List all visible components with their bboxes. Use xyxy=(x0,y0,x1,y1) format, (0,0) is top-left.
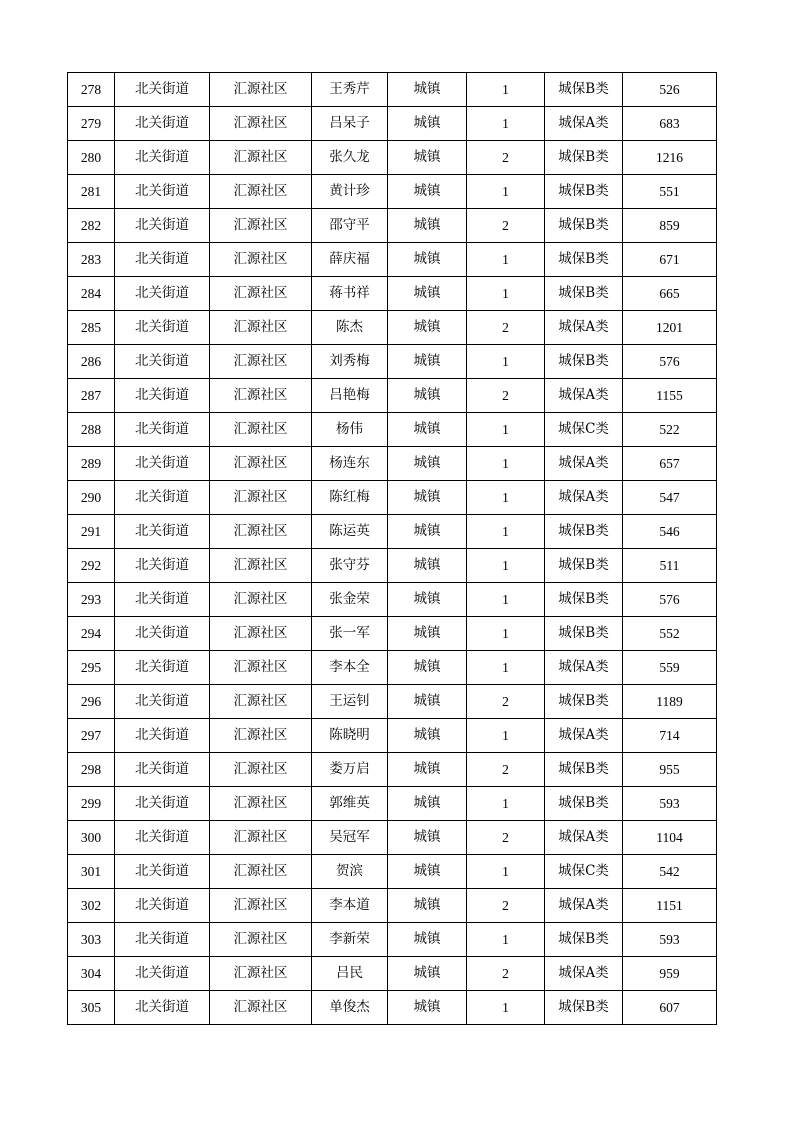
household-type-cell: 城镇 xyxy=(388,549,467,583)
serial-number-cell: 293 xyxy=(68,583,115,617)
table-row xyxy=(68,923,717,957)
serial-number-cell: 305 xyxy=(68,991,115,1025)
insurance-category-cell: 城保A类 xyxy=(545,481,623,515)
serial-number-cell: 296 xyxy=(68,685,115,719)
household-size-cell: 2 xyxy=(467,957,545,991)
community-cell: 汇源社区 xyxy=(210,209,312,243)
insurance-category-cell: 城保B类 xyxy=(545,73,623,107)
street-cell: 北关街道 xyxy=(115,243,210,277)
amount-cell: 576 xyxy=(623,583,717,617)
serial-number-cell: 304 xyxy=(68,957,115,991)
street-cell: 北关街道 xyxy=(115,413,210,447)
name-cell: 李本全 xyxy=(312,651,388,685)
name-cell: 李新荣 xyxy=(312,923,388,957)
amount-cell: 665 xyxy=(623,277,717,311)
table-row xyxy=(68,379,717,413)
household-size-cell: 1 xyxy=(467,549,545,583)
insurance-category-cell: 城保A类 xyxy=(545,889,623,923)
street-cell: 北关街道 xyxy=(115,73,210,107)
household-size-cell: 1 xyxy=(467,855,545,889)
serial-number-cell: 281 xyxy=(68,175,115,209)
street-cell: 北关街道 xyxy=(115,855,210,889)
household-type-cell: 城镇 xyxy=(388,73,467,107)
community-cell: 汇源社区 xyxy=(210,447,312,481)
serial-number-cell: 297 xyxy=(68,719,115,753)
household-type-cell: 城镇 xyxy=(388,855,467,889)
household-size-cell: 2 xyxy=(467,685,545,719)
household-type-cell: 城镇 xyxy=(388,583,467,617)
household-type-cell: 城镇 xyxy=(388,379,467,413)
street-cell: 北关街道 xyxy=(115,209,210,243)
street-cell: 北关街道 xyxy=(115,379,210,413)
community-cell: 汇源社区 xyxy=(210,73,312,107)
amount-cell: 1216 xyxy=(623,141,717,175)
community-cell: 汇源社区 xyxy=(210,107,312,141)
amount-cell: 593 xyxy=(623,923,717,957)
street-cell: 北关街道 xyxy=(115,753,210,787)
table-row xyxy=(68,311,717,345)
amount-cell: 955 xyxy=(623,753,717,787)
name-cell: 黄计珍 xyxy=(312,175,388,209)
insurance-category-cell: 城保A类 xyxy=(545,379,623,413)
amount-cell: 1104 xyxy=(623,821,717,855)
insurance-category-cell: 城保C类 xyxy=(545,413,623,447)
community-cell: 汇源社区 xyxy=(210,379,312,413)
community-cell: 汇源社区 xyxy=(210,481,312,515)
name-cell: 李本道 xyxy=(312,889,388,923)
community-cell: 汇源社区 xyxy=(210,855,312,889)
amount-cell: 593 xyxy=(623,787,717,821)
serial-number-cell: 299 xyxy=(68,787,115,821)
amount-cell: 552 xyxy=(623,617,717,651)
household-size-cell: 1 xyxy=(467,277,545,311)
serial-number-cell: 295 xyxy=(68,651,115,685)
serial-number-cell: 294 xyxy=(68,617,115,651)
amount-cell: 959 xyxy=(623,957,717,991)
table-row xyxy=(68,413,717,447)
serial-number-cell: 285 xyxy=(68,311,115,345)
community-cell: 汇源社区 xyxy=(210,957,312,991)
serial-number-cell: 289 xyxy=(68,447,115,481)
name-cell: 陈晓明 xyxy=(312,719,388,753)
serial-number-cell: 303 xyxy=(68,923,115,957)
table-row xyxy=(68,821,717,855)
street-cell: 北关街道 xyxy=(115,175,210,209)
community-cell: 汇源社区 xyxy=(210,821,312,855)
insurance-category-cell: 城保B类 xyxy=(545,753,623,787)
household-size-cell: 2 xyxy=(467,311,545,345)
street-cell: 北关街道 xyxy=(115,685,210,719)
serial-number-cell: 298 xyxy=(68,753,115,787)
insurance-category-cell: 城保B类 xyxy=(545,583,623,617)
street-cell: 北关街道 xyxy=(115,991,210,1025)
community-cell: 汇源社区 xyxy=(210,311,312,345)
street-cell: 北关街道 xyxy=(115,549,210,583)
street-cell: 北关街道 xyxy=(115,277,210,311)
serial-number-cell: 282 xyxy=(68,209,115,243)
serial-number-cell: 283 xyxy=(68,243,115,277)
insurance-category-cell: 城保A类 xyxy=(545,311,623,345)
insurance-category-cell: 城保A类 xyxy=(545,107,623,141)
amount-cell: 576 xyxy=(623,345,717,379)
table-row xyxy=(68,515,717,549)
table-row xyxy=(68,753,717,787)
table-row xyxy=(68,209,717,243)
name-cell: 吕民 xyxy=(312,957,388,991)
name-cell: 刘秀梅 xyxy=(312,345,388,379)
serial-number-cell: 300 xyxy=(68,821,115,855)
community-cell: 汇源社区 xyxy=(210,719,312,753)
street-cell: 北关街道 xyxy=(115,719,210,753)
name-cell: 吕呆子 xyxy=(312,107,388,141)
name-cell: 王运钊 xyxy=(312,685,388,719)
household-size-cell: 1 xyxy=(467,107,545,141)
community-cell: 汇源社区 xyxy=(210,515,312,549)
household-size-cell: 1 xyxy=(467,175,545,209)
insurance-category-cell: 城保A类 xyxy=(545,651,623,685)
table-row xyxy=(68,549,717,583)
table-row xyxy=(68,141,717,175)
insurance-category-cell: 城保B类 xyxy=(545,991,623,1025)
household-size-cell: 1 xyxy=(467,583,545,617)
community-cell: 汇源社区 xyxy=(210,175,312,209)
name-cell: 陈红梅 xyxy=(312,481,388,515)
table-row xyxy=(68,685,717,719)
insurance-category-cell: 城保A类 xyxy=(545,821,623,855)
table-row xyxy=(68,855,717,889)
household-type-cell: 城镇 xyxy=(388,141,467,175)
amount-cell: 546 xyxy=(623,515,717,549)
table-row xyxy=(68,889,717,923)
table-row xyxy=(68,175,717,209)
household-type-cell: 城镇 xyxy=(388,991,467,1025)
community-cell: 汇源社区 xyxy=(210,277,312,311)
name-cell: 杨伟 xyxy=(312,413,388,447)
name-cell: 陈杰 xyxy=(312,311,388,345)
household-type-cell: 城镇 xyxy=(388,345,467,379)
table-row xyxy=(68,481,717,515)
household-type-cell: 城镇 xyxy=(388,277,467,311)
amount-cell: 671 xyxy=(623,243,717,277)
table-row xyxy=(68,787,717,821)
amount-cell: 522 xyxy=(623,413,717,447)
table-row xyxy=(68,991,717,1025)
table-row xyxy=(68,73,717,107)
community-cell: 汇源社区 xyxy=(210,141,312,175)
name-cell: 吕艳梅 xyxy=(312,379,388,413)
street-cell: 北关街道 xyxy=(115,515,210,549)
community-cell: 汇源社区 xyxy=(210,787,312,821)
household-type-cell: 城镇 xyxy=(388,447,467,481)
community-cell: 汇源社区 xyxy=(210,243,312,277)
table-row xyxy=(68,447,717,481)
insurance-category-cell: 城保B类 xyxy=(545,515,623,549)
household-size-cell: 1 xyxy=(467,923,545,957)
street-cell: 北关街道 xyxy=(115,583,210,617)
amount-cell: 547 xyxy=(623,481,717,515)
name-cell: 张久龙 xyxy=(312,141,388,175)
household-type-cell: 城镇 xyxy=(388,175,467,209)
amount-cell: 859 xyxy=(623,209,717,243)
serial-number-cell: 291 xyxy=(68,515,115,549)
household-size-cell: 2 xyxy=(467,821,545,855)
amount-cell: 1189 xyxy=(623,685,717,719)
community-cell: 汇源社区 xyxy=(210,651,312,685)
insurance-category-cell: 城保B类 xyxy=(545,175,623,209)
insurance-category-cell: 城保B类 xyxy=(545,923,623,957)
household-size-cell: 2 xyxy=(467,141,545,175)
amount-cell: 511 xyxy=(623,549,717,583)
serial-number-cell: 288 xyxy=(68,413,115,447)
name-cell: 薛庆福 xyxy=(312,243,388,277)
amount-cell: 526 xyxy=(623,73,717,107)
serial-number-cell: 278 xyxy=(68,73,115,107)
serial-number-cell: 292 xyxy=(68,549,115,583)
amount-cell: 683 xyxy=(623,107,717,141)
community-cell: 汇源社区 xyxy=(210,583,312,617)
community-cell: 汇源社区 xyxy=(210,413,312,447)
household-type-cell: 城镇 xyxy=(388,481,467,515)
insurance-category-cell: 城保A类 xyxy=(545,719,623,753)
household-type-cell: 城镇 xyxy=(388,617,467,651)
name-cell: 郭维英 xyxy=(312,787,388,821)
serial-number-cell: 279 xyxy=(68,107,115,141)
serial-number-cell: 302 xyxy=(68,889,115,923)
household-type-cell: 城镇 xyxy=(388,107,467,141)
household-size-cell: 1 xyxy=(467,243,545,277)
street-cell: 北关街道 xyxy=(115,141,210,175)
table-row xyxy=(68,243,717,277)
household-type-cell: 城镇 xyxy=(388,515,467,549)
amount-cell: 1201 xyxy=(623,311,717,345)
table-row xyxy=(68,719,717,753)
household-size-cell: 2 xyxy=(467,379,545,413)
street-cell: 北关街道 xyxy=(115,107,210,141)
table-row xyxy=(68,277,717,311)
serial-number-cell: 301 xyxy=(68,855,115,889)
household-type-cell: 城镇 xyxy=(388,243,467,277)
name-cell: 单俊杰 xyxy=(312,991,388,1025)
insurance-category-cell: 城保B类 xyxy=(545,209,623,243)
street-cell: 北关街道 xyxy=(115,481,210,515)
household-size-cell: 2 xyxy=(467,889,545,923)
amount-cell: 607 xyxy=(623,991,717,1025)
household-type-cell: 城镇 xyxy=(388,957,467,991)
amount-cell: 559 xyxy=(623,651,717,685)
serial-number-cell: 284 xyxy=(68,277,115,311)
community-cell: 汇源社区 xyxy=(210,685,312,719)
street-cell: 北关街道 xyxy=(115,447,210,481)
household-type-cell: 城镇 xyxy=(388,311,467,345)
name-cell: 杨连东 xyxy=(312,447,388,481)
community-cell: 汇源社区 xyxy=(210,617,312,651)
name-cell: 王秀芹 xyxy=(312,73,388,107)
roster-table-body xyxy=(68,73,717,1025)
street-cell: 北关街道 xyxy=(115,617,210,651)
insurance-category-cell: 城保B类 xyxy=(545,685,623,719)
amount-cell: 657 xyxy=(623,447,717,481)
table-row xyxy=(68,957,717,991)
household-size-cell: 1 xyxy=(467,651,545,685)
serial-number-cell: 287 xyxy=(68,379,115,413)
insurance-category-cell: 城保B类 xyxy=(545,345,623,379)
household-type-cell: 城镇 xyxy=(388,209,467,243)
community-cell: 汇源社区 xyxy=(210,991,312,1025)
name-cell: 张一军 xyxy=(312,617,388,651)
household-size-cell: 1 xyxy=(467,617,545,651)
amount-cell: 551 xyxy=(623,175,717,209)
serial-number-cell: 280 xyxy=(68,141,115,175)
household-size-cell: 2 xyxy=(467,209,545,243)
roster-table xyxy=(67,72,717,1025)
street-cell: 北关街道 xyxy=(115,889,210,923)
street-cell: 北关街道 xyxy=(115,821,210,855)
name-cell: 娄万启 xyxy=(312,753,388,787)
name-cell: 贺滨 xyxy=(312,855,388,889)
household-type-cell: 城镇 xyxy=(388,651,467,685)
household-size-cell: 1 xyxy=(467,515,545,549)
serial-number-cell: 290 xyxy=(68,481,115,515)
name-cell: 张金荣 xyxy=(312,583,388,617)
community-cell: 汇源社区 xyxy=(210,345,312,379)
insurance-category-cell: 城保B类 xyxy=(545,617,623,651)
insurance-category-cell: 城保C类 xyxy=(545,855,623,889)
household-type-cell: 城镇 xyxy=(388,719,467,753)
table-row xyxy=(68,583,717,617)
serial-number-cell: 286 xyxy=(68,345,115,379)
insurance-category-cell: 城保B类 xyxy=(545,243,623,277)
table-row xyxy=(68,345,717,379)
name-cell: 吴冠军 xyxy=(312,821,388,855)
community-cell: 汇源社区 xyxy=(210,923,312,957)
amount-cell: 714 xyxy=(623,719,717,753)
street-cell: 北关街道 xyxy=(115,957,210,991)
community-cell: 汇源社区 xyxy=(210,889,312,923)
insurance-category-cell: 城保A类 xyxy=(545,447,623,481)
household-size-cell: 1 xyxy=(467,787,545,821)
household-type-cell: 城镇 xyxy=(388,923,467,957)
street-cell: 北关街道 xyxy=(115,787,210,821)
insurance-category-cell: 城保A类 xyxy=(545,957,623,991)
household-type-cell: 城镇 xyxy=(388,753,467,787)
household-type-cell: 城镇 xyxy=(388,787,467,821)
household-type-cell: 城镇 xyxy=(388,413,467,447)
street-cell: 北关街道 xyxy=(115,651,210,685)
household-size-cell: 1 xyxy=(467,447,545,481)
household-size-cell: 1 xyxy=(467,991,545,1025)
name-cell: 蒋书祥 xyxy=(312,277,388,311)
name-cell: 张守芬 xyxy=(312,549,388,583)
table-row xyxy=(68,107,717,141)
community-cell: 汇源社区 xyxy=(210,753,312,787)
table-row xyxy=(68,617,717,651)
amount-cell: 1155 xyxy=(623,379,717,413)
name-cell: 陈运英 xyxy=(312,515,388,549)
street-cell: 北关街道 xyxy=(115,923,210,957)
household-size-cell: 1 xyxy=(467,719,545,753)
household-size-cell: 1 xyxy=(467,73,545,107)
street-cell: 北关街道 xyxy=(115,345,210,379)
household-type-cell: 城镇 xyxy=(388,889,467,923)
household-size-cell: 1 xyxy=(467,413,545,447)
community-cell: 汇源社区 xyxy=(210,549,312,583)
insurance-category-cell: 城保B类 xyxy=(545,787,623,821)
household-size-cell: 2 xyxy=(467,753,545,787)
household-type-cell: 城镇 xyxy=(388,685,467,719)
insurance-category-cell: 城保B类 xyxy=(545,277,623,311)
insurance-category-cell: 城保B类 xyxy=(545,141,623,175)
amount-cell: 1151 xyxy=(623,889,717,923)
name-cell: 邵守平 xyxy=(312,209,388,243)
household-size-cell: 1 xyxy=(467,345,545,379)
household-type-cell: 城镇 xyxy=(388,821,467,855)
amount-cell: 542 xyxy=(623,855,717,889)
table-row xyxy=(68,651,717,685)
insurance-category-cell: 城保B类 xyxy=(545,549,623,583)
household-size-cell: 1 xyxy=(467,481,545,515)
street-cell: 北关街道 xyxy=(115,311,210,345)
